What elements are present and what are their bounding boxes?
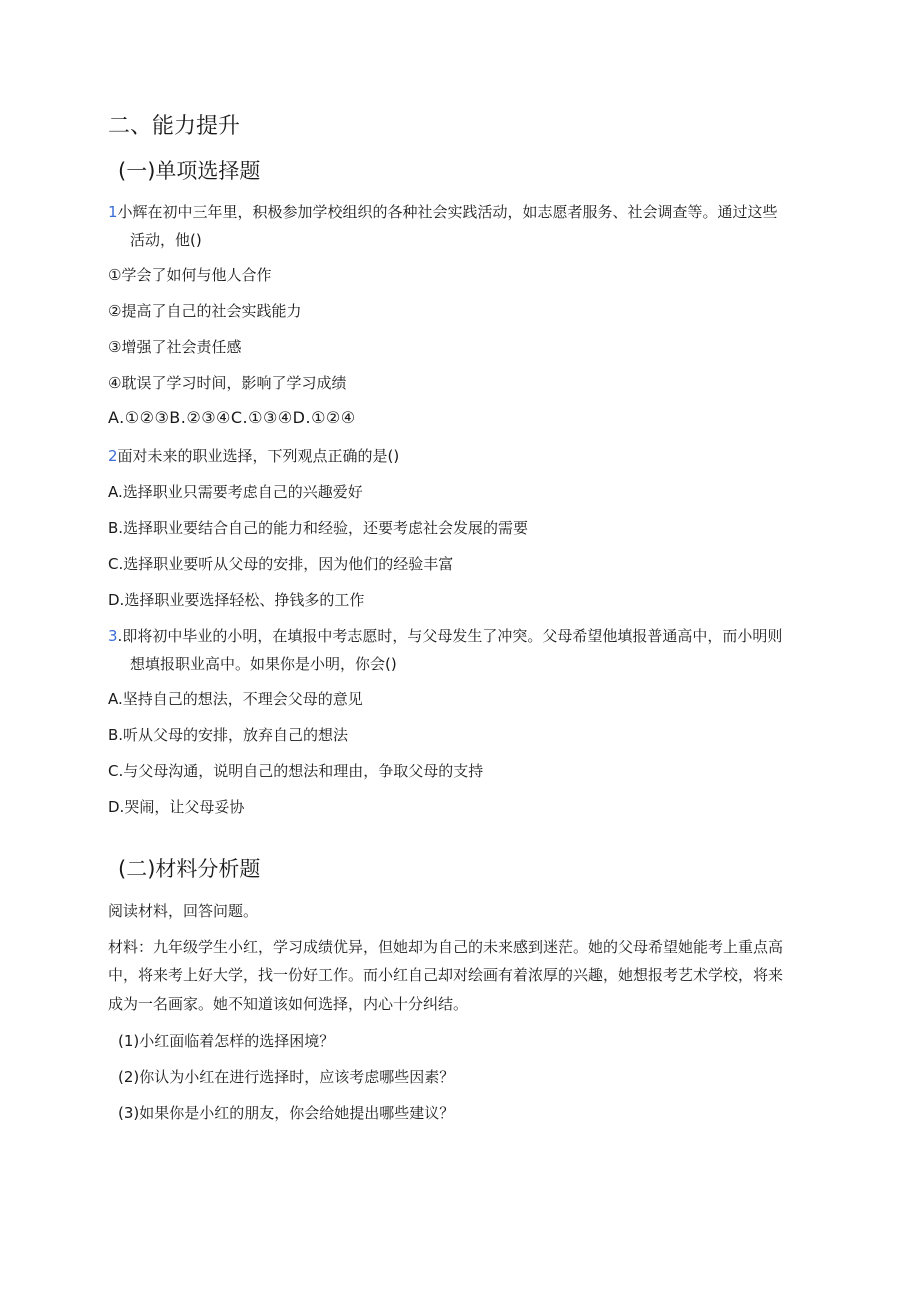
q1-number: 1 [108,203,118,221]
analysis-question-1: (1)小红面临着怎样的选择困境？ [118,1032,335,1050]
q3-text: .即将初中毕业的小明，在填报中考志愿时，与父母发生了冲突。父母希望他填报普通高中，而小明则 [117,627,783,645]
q2-text: 面对未来的职业选择，下列观点正确的是() [117,447,400,465]
material-line-3: 成为一名画家。她不知道该如何选择，内心十分纠结。 [108,995,469,1013]
q1-line2: 活动，他() [130,231,202,249]
q1-line1 [108,202,778,222]
part1-heading: (一)单项选择题 [118,159,261,183]
material-line-1: 材料：九年级学生小红，学习成绩优异，但她却为自己的未来感到迷茫。她的父母希望她能考上重点高 [108,938,784,956]
analysis-question-3: (3)如果你是小红的朋友，你会给她提出哪些建议？ [118,1104,455,1122]
q3-option-a: A.坚持自己的想法，不理会父母的意见 [108,690,363,708]
q2-line [108,446,399,466]
q2-option-d: D.选择职业要选择轻松、挣钱多的工作 [108,591,365,609]
analysis-question-2: (2)你认为小红在进行选择时，应该考虑哪些因素？ [118,1068,455,1086]
q1-item-1: ①学会了如何与他人合作 [108,266,272,284]
part2-heading: (二)材料分析题 [118,857,261,881]
q3-number: 3 [108,627,118,645]
q3-option-d: D.哭闹，让父母妥协 [108,798,245,816]
section-title: 二、能力提升 [108,114,241,139]
q2-option-c: C.选择职业要听从父母的安排，因为他们的经验丰富 [108,555,454,573]
q2-option-b: B.选择职业要结合自己的能力和经验，还要考虑社会发展的需要 [108,519,529,537]
material-line-2: 中，将来考上好大学，找一份好工作。而小红自己却对绘画有着浓厚的兴趣，她想报考艺术学校，将来 [108,966,784,984]
q3-line1 [108,626,782,646]
q2-option-a: A.选择职业只需要考虑自己的兴趣爱好 [108,483,363,501]
q1-item-4: ④耽误了学习时间，影响了学习成绩 [108,374,347,392]
q1-text: 小辉在初中三年里，积极参加学校组织的各种社会实践活动，如志愿者服务、社会调查等。通过这些 [117,203,778,221]
q1-item-2: ②提高了自己的社会实践能力 [108,302,302,320]
q3-line2: 想填报职业高中。如果你是小明，你会() [130,655,397,673]
q1-item-3: ③增强了社会责任感 [108,338,242,356]
q2-number: 2 [108,447,118,465]
q1-options: A.①②③B.②③④C.①③④D.①②④ [108,408,356,427]
q3-option-c: C.与父母沟通，说明自己的想法和理由，争取父母的支持 [108,762,484,780]
part2-intro: 阅读材料，回答问题。 [108,902,259,920]
q3-option-b: B.听从父母的安排，放弃自己的想法 [108,726,349,744]
